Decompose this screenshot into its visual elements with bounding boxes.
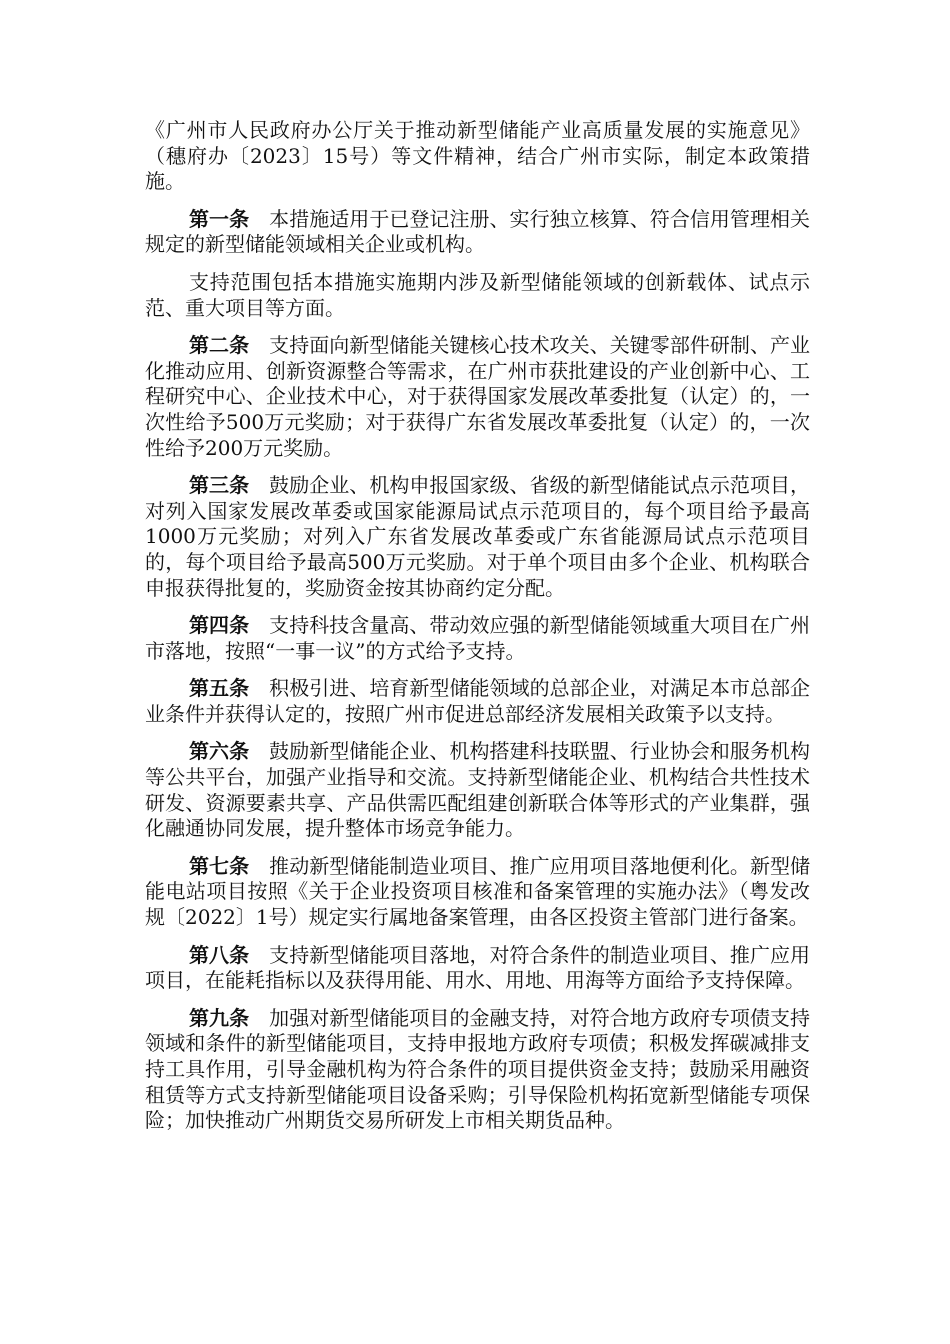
- article-7-heading: 第七条: [189, 853, 250, 878]
- document-page: [145, 118, 810, 1146]
- article-2-heading: 第二条: [189, 333, 250, 358]
- article-3-paragraph: [145, 473, 810, 601]
- article-3-text: 鼓励企业、机构申报国家级、省级的新型储能试点示范项目，对列入国家发展改革委或国家能源局试点示范项目的，每个项目给予最高1000万元奖励；对列入广东省发展改革委或广东省能源局试点示范项目的，每个项目给予最高500万元奖励。对于单个项目由多个企业、机构联合申报获得批复的，奖励资金按其协商约定分配。: [145, 473, 811, 600]
- article-8-text: 支持新型储能项目落地，对符合条件的制造业项目、推广应用项目，在能耗指标以及获得用能、用水、用地、用海等方面给予支持保障。: [145, 942, 811, 993]
- article-4-paragraph: [145, 613, 810, 664]
- article-1-paragraph: [145, 207, 810, 258]
- article-4-heading: 第四条: [189, 613, 250, 638]
- article-1-text: 本措施适用于已登记注册、实行独立核算、符合信用管理相关规定的新型储能领域相关企业或机构。: [145, 206, 811, 257]
- article-5-heading: 第五条: [189, 676, 250, 701]
- article-9-heading: 第九条: [189, 1005, 250, 1030]
- article-8-heading: 第八条: [189, 942, 250, 967]
- article-6-text: 鼓励新型储能企业、机构搭建科技联盟、行业协会和服务机构等公共平台，加强产业指导和交流。支持新型储能企业、机构结合共性技术研发、资源要素共享、产品供需匹配组建创新联合体等形式的产业集群，强化融通协同发展，提升整体市场竞争能力。: [145, 739, 811, 841]
- article-9-text: 加强对新型储能项目的金融支持，对符合地方政府专项债支持领域和条件的新型储能项目，支持申报地方政府专项债；积极发挥碳减排支持工具作用，引导金融机构为符合条件的项目提供资金支持；鼓励采用融资租赁等方式支持新型储能项目设备采购；引导保险机构拓宽新型储能专项保险；加快推动广州期货交易所研发上市相关期货品种。: [145, 1005, 811, 1133]
- article-2-text: 支持面向新型储能关键核心技术攻关、关键零部件研制、产业化推动应用、创新资源整合等需求，在广州市获批建设的产业创新中心、工程研究中心、企业技术中心，对于获得国家发展改革委批复（认定）的，一次性给予500万元奖励；对于获得广东省发展改革委批复（认定）的，一次性给予200万元奖励。: [145, 333, 811, 460]
- intro-paragraph: 《广州市人民政府办公厅关于推动新型储能产业高质量发展的实施意见》（穗府办〔2023〕15号）等文件精神，结合广州市实际，制定本政策措施。: [145, 118, 810, 194]
- article-2-paragraph: [145, 333, 810, 461]
- scope-text: 支持范围包括本措施实施期内涉及新型储能领域的创新载体、试点示范、重大项目等方面。: [145, 269, 810, 320]
- article-1-heading: 第一条: [189, 206, 250, 231]
- article-8-paragraph: [145, 943, 810, 994]
- article-7-text: 推动新型储能制造业项目、推广应用项目落地便利化。新型储能电站项目按照《关于企业投资项目核准和备案管理的实施办法》（粤发改规〔2022〕1号）规定实行属地备案管理，由各区投资主管部门进行备案。: [145, 853, 811, 930]
- article-4-text: 支持科技含量高、带动效应强的新型储能领域重大项目在广州市落地，按照“一事一议”的方式给予支持。: [145, 613, 811, 663]
- article-6-paragraph: [145, 739, 810, 841]
- article-6-heading: 第六条: [189, 739, 250, 764]
- article-5-paragraph: [145, 676, 810, 727]
- article-5-text: 积极引进、培育新型储能领域的总部企业，对满足本市总部企业条件并获得认定的，按照广州市促进总部经济发展相关政策予以支持。: [145, 676, 811, 726]
- scope-paragraph: [145, 270, 810, 321]
- article-7-paragraph: [145, 854, 810, 931]
- article-9-paragraph: [145, 1006, 810, 1134]
- article-3-heading: 第三条: [189, 473, 250, 498]
